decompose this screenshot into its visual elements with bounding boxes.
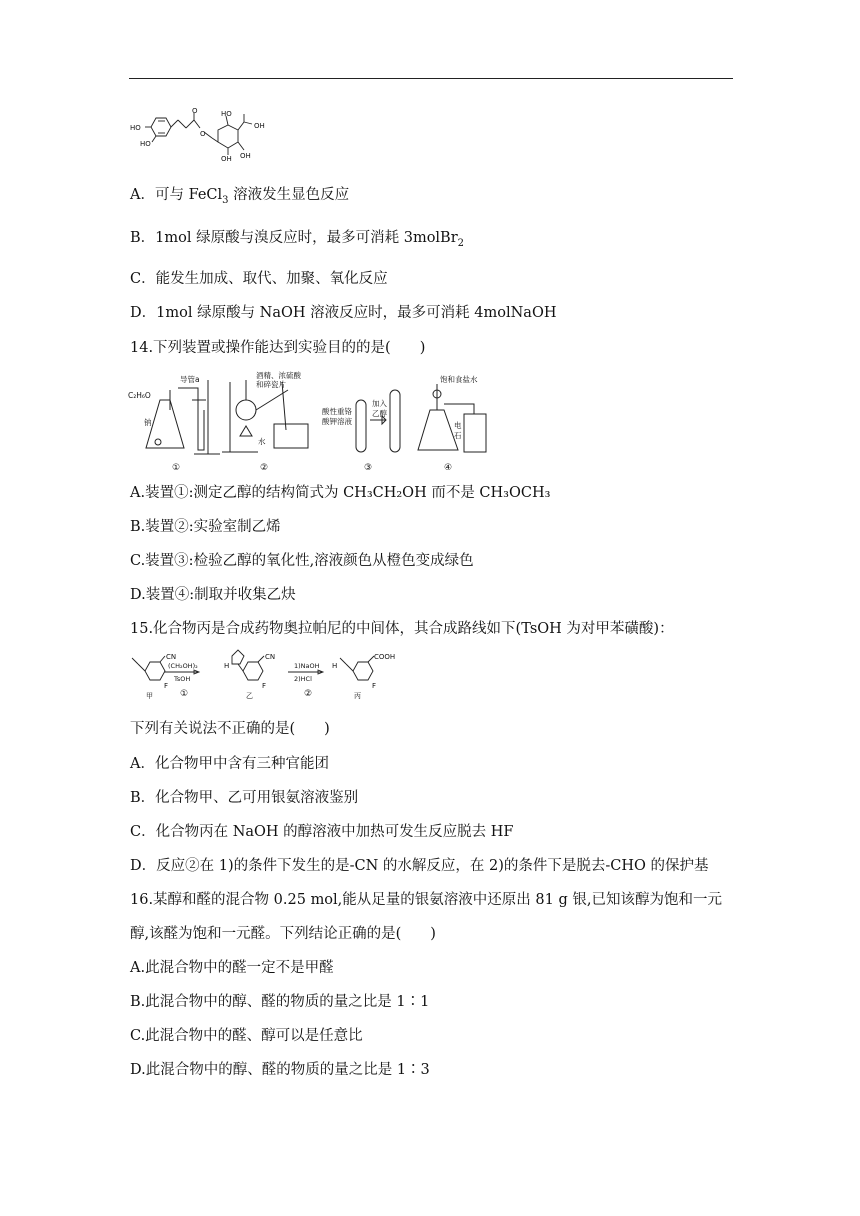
label-ho3: HO	[221, 110, 232, 118]
fig-label-add2: 乙醇	[372, 409, 387, 418]
q13-option-a: A．可与 FeCl$_3$ 溶液发生显色反应	[130, 187, 350, 206]
fig-label-tube-a: 导管a	[180, 375, 200, 384]
route-f2: F	[262, 682, 267, 690]
fig-label-brine: 饱和食盐水	[440, 375, 478, 384]
fig-label-dichromate2: 酸钾溶液	[322, 417, 352, 426]
q13-option-c: C．能发生加成、取代、加聚、氧化反应	[130, 271, 388, 287]
q16-option-d: D.此混合物中的醇、醛的物质的量之比是 1∶3	[130, 1062, 430, 1078]
label-oh2: OH	[240, 152, 251, 160]
fig-number-4: ④	[444, 463, 453, 473]
route-step2: ②	[304, 689, 313, 699]
route-f3: F	[372, 682, 377, 690]
q15-synthesis-route	[128, 644, 418, 708]
label-ho2: HO	[140, 140, 151, 148]
q14-option-c: C.装置③:检验乙醇的氧化性,溶液颜色从橙色变成绿色	[130, 553, 474, 569]
label-ho1: HO	[130, 124, 141, 132]
q15-option-c: C．化合物丙在 NaOH 的醇溶液中加热可发生反应脱去 HF	[130, 824, 514, 840]
fig-label-carbide2: 石	[454, 431, 462, 440]
q16-option-b: B.此混合物中的醇、醛的物质的量之比是 1∶1	[130, 994, 430, 1010]
label-o2: O	[200, 130, 206, 138]
route-yi: 乙	[246, 692, 253, 700]
q16-option-c: C.此混合物中的醛、醇可以是任意比	[130, 1028, 363, 1044]
q16-stem-line2: 醇,该醛为饱和一元醛。下列结论正确的是( )	[130, 926, 436, 942]
fig-label-chips: 和碎瓷片	[256, 380, 286, 389]
label-o: O	[192, 108, 198, 115]
q13-option-d: D．1mol 绿原酸与 NaOH 溶液反应时，最多可消耗 4molNaOH	[130, 305, 557, 321]
q15-option-b: B．化合物甲、乙可用银氨溶液鉴别	[130, 790, 359, 806]
route-reagent1: (CH₂OH)₂	[168, 662, 198, 670]
q16-stem-line1: 16.某醇和醛的混合物 0.25 mol,能从足量的银氨溶液中还原出 81 g 银,已知该醇为饱和一元	[130, 892, 722, 908]
route-cn2: CN	[265, 653, 276, 661]
q15-option-a: A．化合物甲中含有三种官能团	[130, 756, 329, 772]
fig-label-acid: 酒精、浓硫酸	[256, 371, 301, 380]
fig-number-3: ③	[364, 463, 373, 473]
fig-number-1: ①	[172, 463, 181, 473]
header-rule	[129, 78, 733, 79]
route-h3: H	[332, 662, 338, 670]
q14-apparatus-figure	[128, 370, 498, 476]
q15-stem: 15.化合物丙是合成药物奥拉帕尼的中间体，其合成路线如下(TsOH 为对甲苯磺酸)：	[130, 621, 674, 637]
chlorogenic-acid-structure	[128, 108, 278, 162]
route-f1: F	[164, 682, 169, 690]
route-cn1: CN	[166, 653, 177, 661]
q14-option-b: B.装置②:实验室制乙烯	[130, 519, 281, 535]
q15-option-d: D．反应②在 1)的条件下发生的是-CN 的水解反应，在 2)的条件下是脱去-CHO 的保护基	[130, 858, 709, 874]
route-jia: 甲	[146, 692, 153, 700]
q14-option-d: D.装置④:制取并收集乙炔	[130, 587, 296, 603]
fig-label-na: 钠	[144, 418, 152, 427]
route-h2: H	[224, 662, 230, 670]
q14-stem: 14.下列装置或操作能达到实验目的的是( )	[130, 340, 426, 356]
q13-option-b: B．1mol 绿原酸与溴反应时，最多可消耗 3molBr$_2$	[130, 230, 465, 249]
fig-label-water: 水	[258, 437, 266, 446]
route-reagent2b: 2)HCl	[294, 675, 312, 683]
route-cooh: COOH	[374, 653, 396, 661]
fig-label-add1: 加入	[372, 399, 387, 408]
route-bing: 丙	[354, 692, 361, 700]
label-oh3: OH	[221, 155, 232, 162]
route-reagent2: 1)NaOH	[294, 662, 320, 670]
fig-label-c2h6o: C₂H₆O	[128, 391, 151, 400]
fig-label-dichromate1: 酸性重铬	[322, 407, 352, 416]
q15-prompt: 下列有关说法不正确的是( )	[130, 721, 330, 737]
fig-number-2: ②	[260, 463, 269, 473]
fig-label-carbide1: 电	[454, 421, 462, 430]
q14-option-a: A.装置①:测定乙醇的结构简式为 CH₃CH₂OH 而不是 CH₃OCH₃	[130, 485, 551, 501]
route-step1: ①	[180, 689, 189, 699]
route-reagent1b: TsOH	[174, 675, 191, 683]
label-oh1: OH	[254, 122, 265, 130]
q16-option-a: A.此混合物中的醛一定不是甲醛	[130, 960, 334, 976]
